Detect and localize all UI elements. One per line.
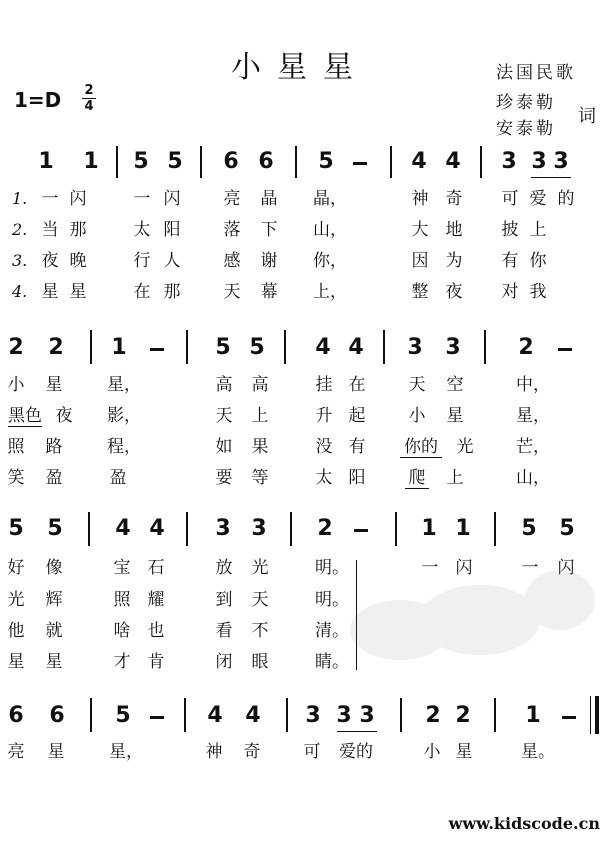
lyric: 才 — [113, 652, 131, 672]
lyric: 清。 — [315, 621, 349, 641]
barline — [116, 146, 118, 178]
barline — [494, 698, 496, 732]
lyric: 起 — [348, 406, 366, 426]
barline — [395, 512, 397, 546]
song-title: 小星星 — [231, 50, 369, 85]
credit-lyricist-1: 珍泰勒 — [496, 93, 556, 113]
note: 1 — [38, 149, 54, 174]
note: 3 — [553, 149, 569, 174]
lyric: 山， — [313, 220, 347, 240]
lyric: 亮 — [7, 742, 25, 762]
lyric: 看 — [215, 621, 233, 641]
lyric: 上 — [251, 406, 269, 426]
lyric: 大 — [411, 220, 429, 240]
beam — [337, 731, 377, 732]
verse-number: 3. — [12, 251, 28, 270]
lyric: 整 — [411, 282, 429, 302]
lyricist-tag: 词 — [578, 106, 599, 127]
underline — [405, 488, 429, 489]
lyric: 照 — [113, 590, 131, 610]
lyric: 天 — [408, 375, 426, 395]
note: 3 — [359, 703, 375, 728]
note: 4 — [445, 149, 461, 174]
note: 4 — [207, 703, 223, 728]
lyric: 照 — [7, 437, 25, 457]
lyric: 果 — [251, 437, 269, 457]
lyric: 奇 — [243, 742, 261, 762]
barline — [286, 698, 288, 732]
lyric: 一 — [41, 189, 59, 209]
lyric: 阳 — [348, 468, 366, 488]
note: 3 — [445, 335, 461, 360]
lyric: 爱 — [529, 189, 547, 209]
lyric: 上 — [529, 220, 547, 240]
lyric: 奇 — [445, 189, 463, 209]
lyric: 高 — [251, 375, 269, 395]
lyric: 神 — [411, 189, 429, 209]
final-barline-thick — [595, 696, 599, 734]
lyric: 我 — [529, 282, 547, 302]
lyric: 闪 — [455, 558, 473, 578]
lyric: 在 — [348, 375, 366, 395]
lyric: 光 — [7, 590, 25, 610]
lyric: 他 — [7, 621, 25, 641]
barline — [284, 330, 286, 364]
note: 5 — [521, 516, 537, 541]
note: 5 — [47, 516, 63, 541]
lyric: 在 — [133, 282, 151, 302]
note: 5 — [559, 516, 575, 541]
lyric: 星 — [45, 652, 63, 672]
note: 6 — [223, 149, 239, 174]
lyric: 谢 — [260, 251, 278, 271]
time-top: 2 — [84, 83, 94, 98]
note: 3 — [251, 516, 267, 541]
lyric: 挂 — [315, 375, 333, 395]
barline — [494, 512, 496, 546]
barline — [400, 698, 402, 732]
lyric: 闪 — [69, 189, 87, 209]
dash-hold — [353, 162, 367, 165]
final-barline-thin — [590, 696, 591, 734]
barline — [90, 698, 92, 732]
note: 4 — [115, 516, 131, 541]
barline — [88, 512, 90, 546]
lyric: 上， — [313, 282, 347, 302]
note: 2 — [455, 703, 471, 728]
lyric: 可 — [501, 189, 519, 209]
lyric: 感 — [223, 251, 241, 271]
lyric: 因 — [411, 251, 429, 271]
lyric: 上 — [446, 468, 464, 488]
lyric: 星， — [107, 375, 141, 395]
underline — [400, 457, 442, 458]
lyric: 星 — [455, 742, 473, 762]
note: 6 — [258, 149, 274, 174]
underline — [8, 426, 42, 427]
dash-hold — [354, 529, 368, 532]
note: 5 — [318, 149, 334, 174]
lyric: 要 — [215, 468, 233, 488]
note: 5 — [115, 703, 131, 728]
note: 1 — [111, 335, 127, 360]
note: 6 — [8, 703, 24, 728]
lyric: 太 — [133, 220, 151, 240]
lyric: 星。 — [521, 742, 555, 762]
dash-hold — [150, 348, 164, 351]
lyric: 光 — [456, 437, 474, 457]
lyric: 那 — [69, 220, 87, 240]
lyric: 晶， — [313, 189, 347, 209]
note: 1 — [421, 516, 437, 541]
note: 1 — [455, 516, 471, 541]
barline — [295, 146, 297, 178]
beam — [531, 177, 571, 178]
lyric: 小 — [423, 742, 441, 762]
lyric: 闪 — [163, 189, 181, 209]
lyric: 不 — [251, 621, 269, 641]
lyric: 像 — [45, 558, 63, 578]
lyric: 夜 — [41, 251, 59, 271]
lyric: 小 — [408, 406, 426, 426]
lyric: 披 — [501, 220, 519, 240]
lyric: 山， — [516, 468, 550, 488]
lyric: 路 — [45, 437, 63, 457]
lyric: 耀 — [147, 590, 165, 610]
lyric: 为 — [445, 251, 463, 271]
barline — [90, 330, 92, 364]
note: 1 — [525, 703, 541, 728]
lyric: 有 — [348, 437, 366, 457]
time-signature — [82, 84, 96, 113]
lyric: 盈 — [45, 468, 63, 488]
lyric: 你的 — [404, 437, 438, 457]
key-signature: 1=D — [14, 88, 62, 112]
lyric: 幕 — [260, 282, 278, 302]
credit-origin: 法国民歌 — [496, 63, 576, 83]
watermark-smudge — [340, 560, 600, 700]
lyric: 好 — [7, 558, 25, 578]
verse-number: 4. — [12, 282, 28, 301]
lyric: 升 — [315, 406, 333, 426]
lyric: 有 — [501, 251, 519, 271]
note: 3 — [407, 335, 423, 360]
lyric: 爱的 — [339, 742, 373, 762]
note: 6 — [49, 703, 65, 728]
note: 1 — [83, 149, 99, 174]
lyric: 夜 — [55, 406, 73, 426]
lyric: 中， — [516, 375, 550, 395]
lyric: 等 — [251, 468, 269, 488]
lyric: 闪 — [557, 558, 575, 578]
note: 2 — [317, 516, 333, 541]
lyric: 也 — [147, 621, 165, 641]
note: 2 — [518, 335, 534, 360]
lyric: 小 — [7, 375, 25, 395]
lyric: 盈 — [109, 468, 127, 488]
note: 5 — [249, 335, 265, 360]
lyric: 程， — [107, 437, 141, 457]
lyric: 爬 — [408, 468, 426, 488]
lyric: 那 — [163, 282, 181, 302]
lyric: 宝 — [113, 558, 131, 578]
lyric: 一 — [421, 558, 439, 578]
lyric: 高 — [215, 375, 233, 395]
lyric: 石 — [147, 558, 165, 578]
lyric: 肯 — [147, 652, 165, 672]
barline — [383, 330, 385, 364]
lyric: 落 — [223, 220, 241, 240]
site-watermark-url: www.kidscode.cn — [448, 814, 600, 833]
lyric: 就 — [45, 621, 63, 641]
lyric: 辉 — [45, 590, 63, 610]
lyric: 天 — [215, 406, 233, 426]
note: 4 — [348, 335, 364, 360]
lyric: 对 — [501, 282, 519, 302]
note: 5 — [133, 149, 149, 174]
time-bottom: 4 — [84, 99, 94, 114]
lyric: 阳 — [163, 220, 181, 240]
note: 2 — [8, 335, 24, 360]
credit-lyricist-2: 安泰勒 — [496, 119, 556, 139]
lyric: 人 — [163, 251, 181, 271]
lyric: 你， — [313, 251, 347, 271]
verse-number: 1. — [12, 189, 28, 208]
note: 5 — [215, 335, 231, 360]
lyric: 放 — [215, 558, 233, 578]
dash-hold — [558, 348, 572, 351]
lyric: 亮 — [223, 189, 241, 209]
note: 2 — [48, 335, 64, 360]
lyric: 地 — [445, 220, 463, 240]
note: 4 — [411, 149, 427, 174]
lyric: 明。 — [315, 590, 349, 610]
lyric: 可 — [303, 742, 321, 762]
lyric: 晚 — [69, 251, 87, 271]
barline — [200, 146, 202, 178]
lyric: 行 — [133, 251, 151, 271]
lyric: 闭 — [215, 652, 233, 672]
lyric: 星 — [47, 742, 65, 762]
lyric: 影， — [107, 406, 141, 426]
lyric: 明。 — [315, 558, 349, 578]
lyric: 星， — [109, 742, 143, 762]
lyric: 星 — [446, 406, 464, 426]
lyric: 一 — [521, 558, 539, 578]
lyric: 一 — [133, 189, 151, 209]
note: 3 — [531, 149, 547, 174]
lyric: 太 — [315, 468, 333, 488]
lyric: 笑 — [7, 468, 25, 488]
barline — [186, 330, 188, 364]
lyric: 空 — [446, 375, 464, 395]
barline — [186, 512, 188, 546]
barline — [184, 698, 186, 732]
lyric: 星 — [45, 375, 63, 395]
lyric: 到 — [215, 590, 233, 610]
dash-hold — [562, 716, 576, 719]
barline — [290, 512, 292, 546]
verse-number: 2. — [12, 220, 28, 239]
note: 3 — [336, 703, 352, 728]
lyric: 的 — [557, 189, 575, 209]
lyric: 眼 — [251, 652, 269, 672]
lyric: 星， — [516, 406, 550, 426]
note: 2 — [425, 703, 441, 728]
note: 4 — [315, 335, 331, 360]
lyric: 夜 — [445, 282, 463, 302]
lyric: 晶 — [260, 189, 278, 209]
barline — [390, 146, 392, 178]
note: 3 — [215, 516, 231, 541]
note: 3 — [501, 149, 517, 174]
lyric: 啥 — [113, 621, 131, 641]
note: 4 — [149, 516, 165, 541]
lyric: 天 — [251, 590, 269, 610]
lyric: 黑色 — [8, 406, 42, 426]
lyric: 神 — [205, 742, 223, 762]
lyric: 你 — [529, 251, 547, 271]
note: 4 — [245, 703, 261, 728]
note: 5 — [167, 149, 183, 174]
lyric: 星 — [41, 282, 59, 302]
lyric: 当 — [41, 220, 59, 240]
dash-hold — [150, 716, 164, 719]
note: 3 — [305, 703, 321, 728]
lyric: 芒， — [516, 437, 550, 457]
lyric: 天 — [223, 282, 241, 302]
lyric: 如 — [215, 437, 233, 457]
lyric: 星 — [7, 652, 25, 672]
barline — [484, 330, 486, 364]
lyric: 睛。 — [315, 652, 349, 672]
lyric: 没 — [315, 437, 333, 457]
lyric: 星 — [69, 282, 87, 302]
lyric: 下 — [260, 220, 278, 240]
note: 5 — [8, 516, 24, 541]
barline — [480, 146, 482, 178]
lyric: 光 — [251, 558, 269, 578]
